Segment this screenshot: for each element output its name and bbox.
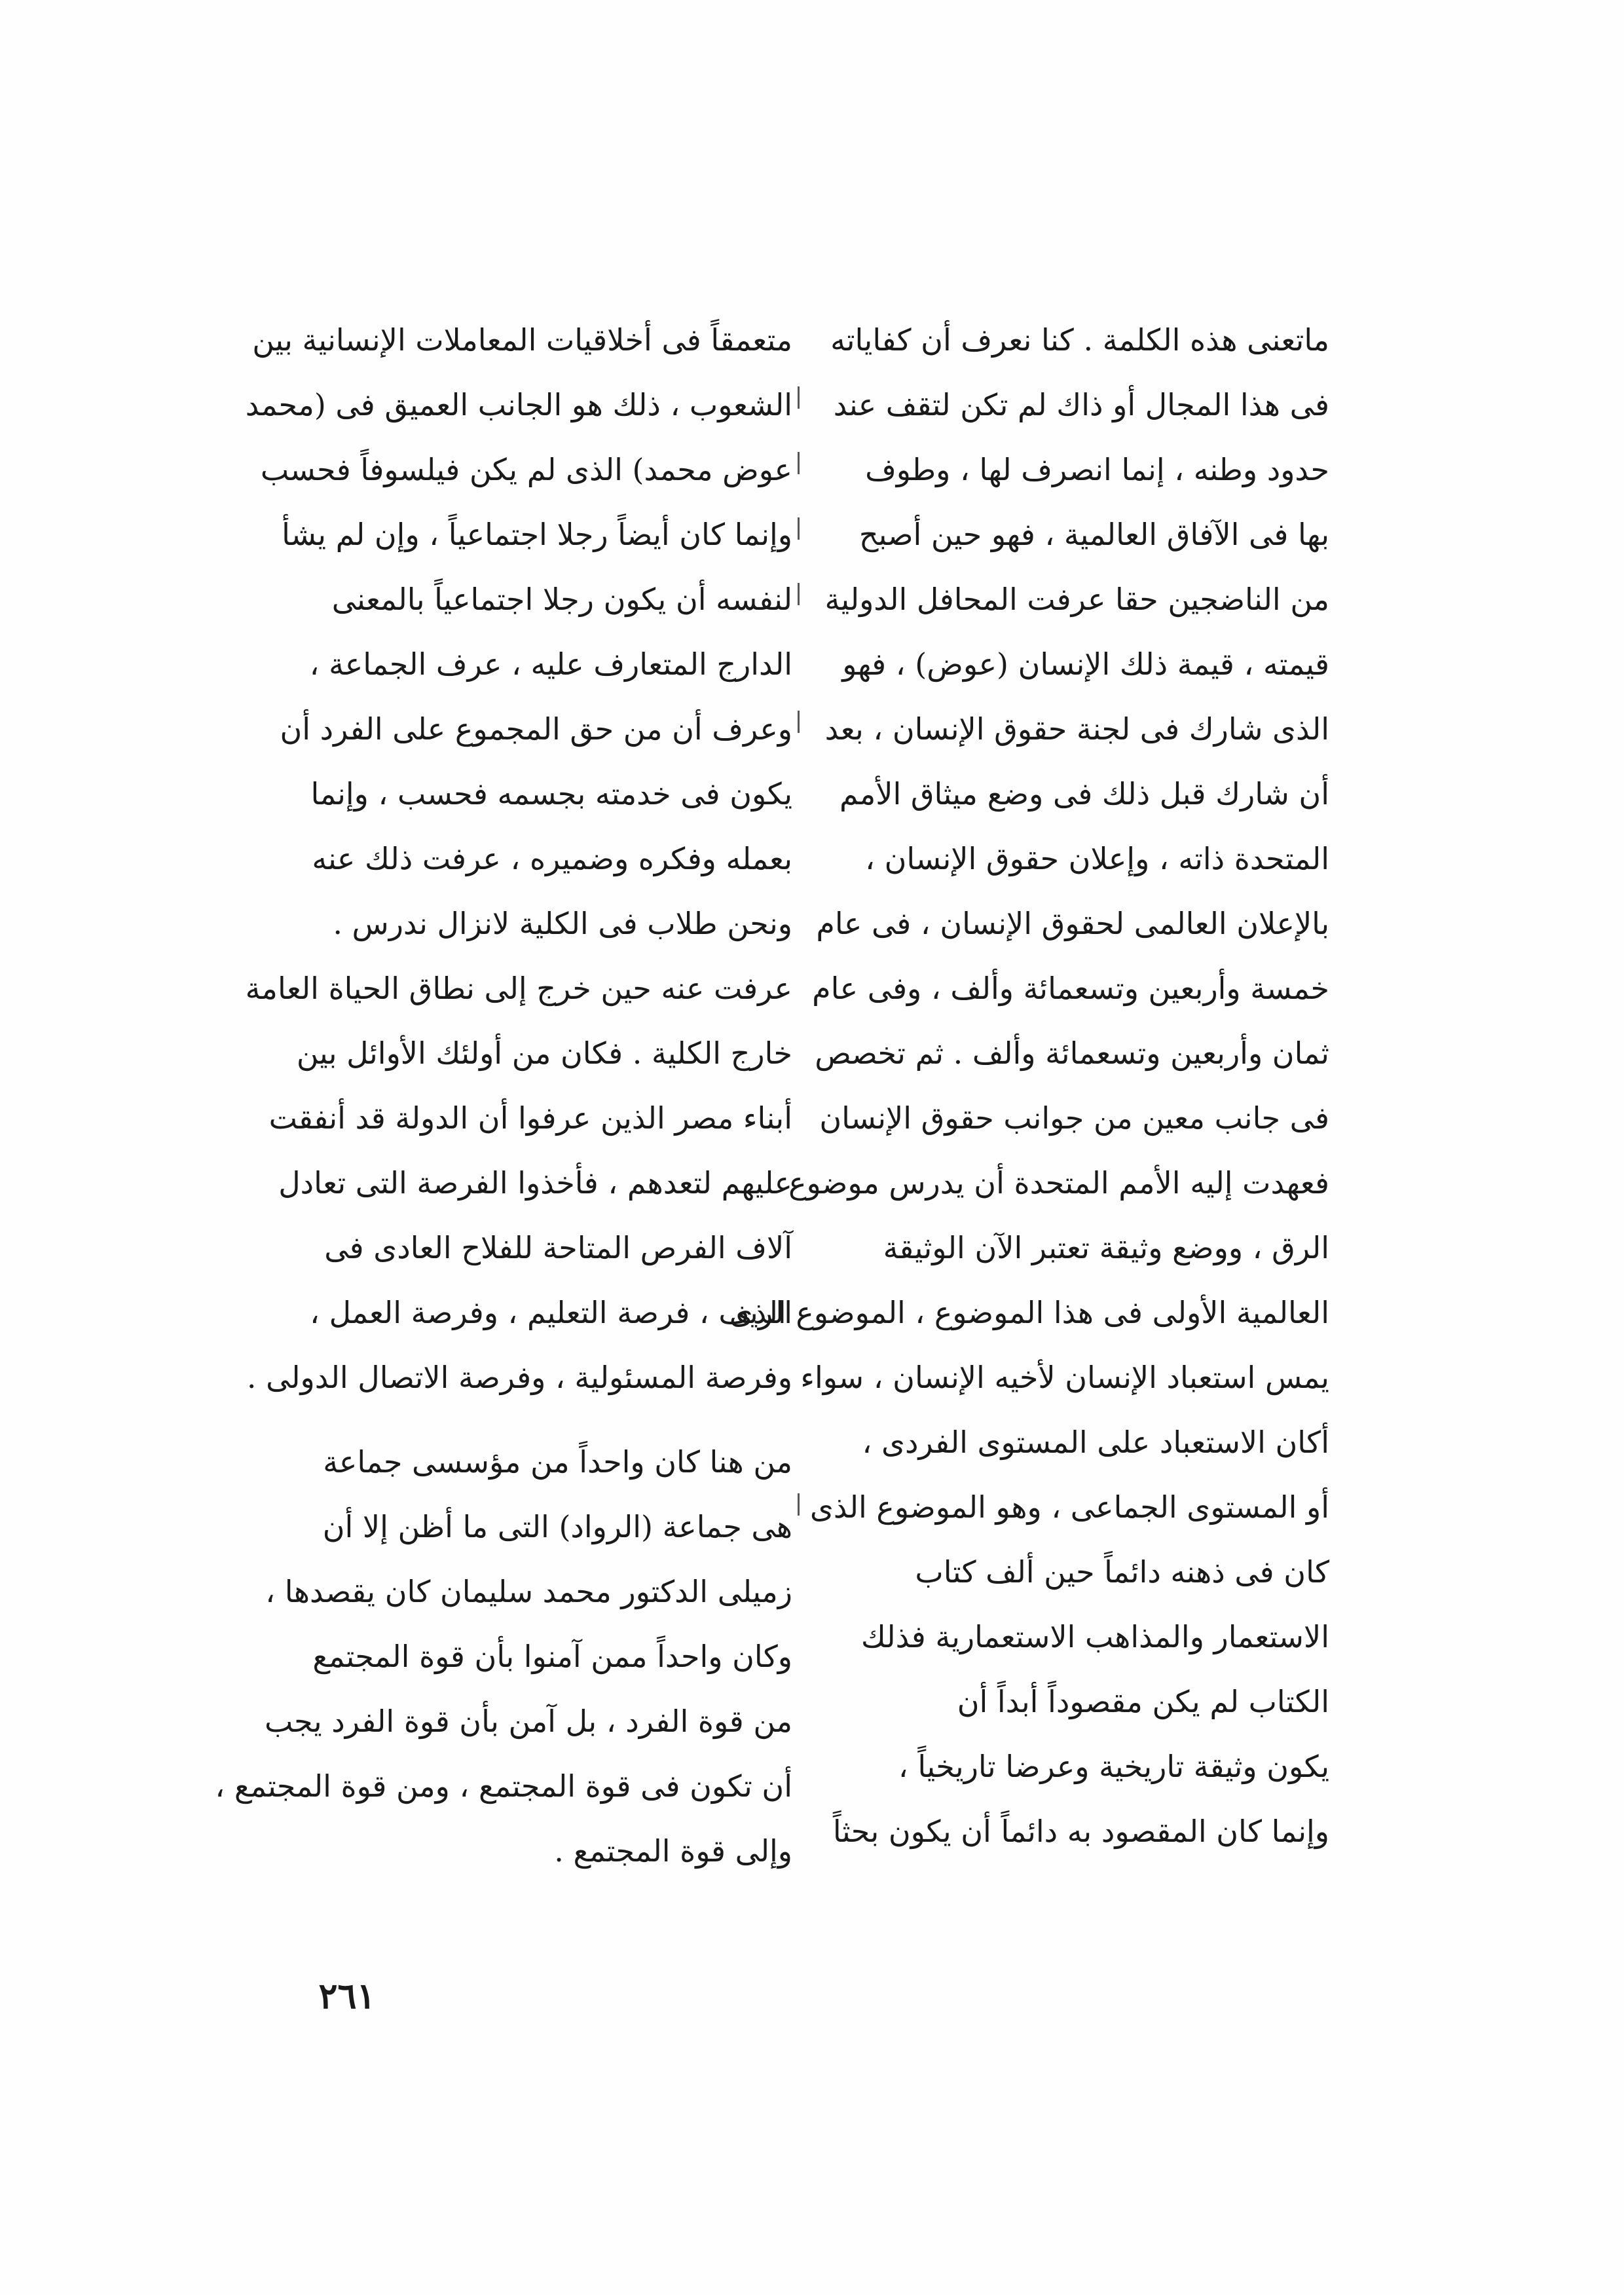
text-line: الدارج المتعارف عليه ، عرف الجماعة ، xyxy=(309,646,792,682)
text-line: حدود وطنه ، إنما انصرف لها ، وطوف xyxy=(865,452,1329,487)
text-line: ماتعنى هذه الكلمة . كنا نعرف أن كفاياته xyxy=(830,322,1329,358)
text-line: آلاف الفرص المتاحة للفلاح العادى فى xyxy=(324,1230,792,1265)
right-text-column xyxy=(729,308,1329,1864)
text-line: وإنما كان أيضاً رجلا اجتماعياً ، وإن لم يشأ xyxy=(282,517,792,552)
text-line: ونحن طلاب فى الكلية لانزال ندرس . xyxy=(333,906,792,941)
text-line: الكتاب لم يكن مقصوداً أبداً أن xyxy=(957,1684,1329,1719)
text-line: وكان واحداً ممن آمنوا بأن قوة المجتمع xyxy=(312,1639,792,1674)
text-line: يكون وثيقة تاريخية وعرضا تاريخياً ، xyxy=(898,1749,1329,1784)
text-line: أكان الاستعباد على المستوى الفردى ، xyxy=(862,1425,1329,1460)
paragraph xyxy=(215,1430,792,1884)
text-line: عليهم لتعدهم ، فأخذوا الفرصة التى تعادل xyxy=(278,1165,792,1201)
scan-margin-mark xyxy=(798,452,800,474)
text-line: وعرف أن من حق المجموع على الفرد أن xyxy=(280,711,792,747)
text-line: يكون فى خدمته بجسمه فحسب ، وإنما xyxy=(310,776,792,812)
text-line: أبناء مصر الذين عرفوا أن الدولة قد أنفقت xyxy=(268,1100,792,1136)
text-line: خمسة وأربعين وتسعمائة وألف ، وفى عام xyxy=(812,971,1329,1006)
text-line: الاستعمار والمذاهب الاستعمارية فذلك xyxy=(860,1619,1329,1654)
scan-margin-mark xyxy=(798,711,800,733)
text-line: فى هذا المجال أو ذاك لم تكن لتقف عند xyxy=(833,387,1329,422)
text-line: المتحدة ذاته ، وإعلان حقوق الإنسان ، xyxy=(865,841,1329,876)
left-text-column xyxy=(215,308,792,1884)
text-line: من قوة الفرد ، بل آمن بأن قوة الفرد يجب xyxy=(264,1704,792,1739)
text-line: متعمقاً فى أخلاقيات المعاملات الإنسانية بين xyxy=(252,322,792,358)
text-line: قيمته ، قيمة ذلك الإنسان (عوض) ، فهو xyxy=(842,646,1329,682)
text-line: ثمان وأربعين وتسعمائة وألف . ثم تخصص xyxy=(815,1036,1329,1071)
text-line: أو المستوى الجماعى ، وهو الموضوع الذى xyxy=(809,1489,1329,1525)
text-line: يمس استعباد الإنسان لأخيه الإنسان ، سواء xyxy=(800,1360,1329,1395)
text-line: هى جماعة (الرواد) التى ما أظن إلا أن xyxy=(322,1509,792,1544)
text-line: فى جانب معين من جوانب حقوق الإنسان xyxy=(819,1100,1329,1136)
text-line: العالمية الأولى فى هذا الموضوع ، الموضوع الذى xyxy=(729,1295,1329,1330)
scan-margin-mark xyxy=(798,517,800,540)
scan-margin-mark xyxy=(798,583,800,605)
text-line: الرق ، ووضع وثيقة تعتبر الآن الوثيقة xyxy=(883,1230,1329,1265)
text-line: أن تكون فى قوة المجتمع ، ومن قوة المجتمع ، xyxy=(215,1768,792,1804)
text-line: من الناضجين حقا عرفت المحافل الدولية xyxy=(824,582,1329,617)
text-line: بعمله وفكره وضميره ، عرفت ذلك عنه xyxy=(312,841,792,876)
text-line: وإلى قوة المجتمع . xyxy=(554,1833,792,1869)
text-line: لنفسه أن يكون رجلا اجتماعياً بالمعنى xyxy=(331,582,792,617)
text-line: أن شارك قبل ذلك فى وضع ميثاق الأمم xyxy=(839,776,1329,812)
text-line: بالإعلان العالمى لحقوق الإنسان ، فى عام xyxy=(816,906,1329,941)
scan-margin-mark xyxy=(798,386,800,409)
text-line: الذى شارك فى لجنة حقوق الإنسان ، بعد xyxy=(824,711,1329,747)
text-line: خارج الكلية . فكان من أولئك الأوائل بين xyxy=(296,1036,792,1071)
scan-margin-mark xyxy=(798,1493,800,1516)
paragraph xyxy=(245,308,792,1410)
text-line: فعهدت إليه الأمم المتحدة أن يدرس موضوع xyxy=(788,1165,1329,1201)
text-line: الشعوب ، ذلك هو الجانب العميق فى (محمد xyxy=(245,387,792,422)
text-line: وفرصة المسئولية ، وفرصة الاتصال الدولى . xyxy=(246,1360,792,1395)
page-number: ٢٦١ xyxy=(318,1975,376,2017)
text-line: زميلى الدكتور محمد سليمان كان يقصدها ، xyxy=(265,1574,792,1609)
text-line: عرفت عنه حين خرج إلى نطاق الحياة العامة xyxy=(245,971,792,1006)
text-line: وإنما كان المقصود به دائماً أن يكون بحثاً xyxy=(832,1814,1329,1849)
text-line: من هنا كان واحداً من مؤسسى جماعة xyxy=(323,1444,792,1480)
text-line: عوض محمد) الذى لم يكن فيلسوفاً فحسب xyxy=(260,452,792,487)
text-line: بها فى الآفاق العالمية ، فهو حين أصبح xyxy=(858,517,1329,552)
text-line: الريف ، فرصة التعليم ، وفرصة العمل ، xyxy=(310,1295,792,1330)
text-line: كان فى ذهنه دائماً حين ألف كتاب xyxy=(915,1554,1329,1590)
paragraph-gap xyxy=(295,1410,792,1430)
